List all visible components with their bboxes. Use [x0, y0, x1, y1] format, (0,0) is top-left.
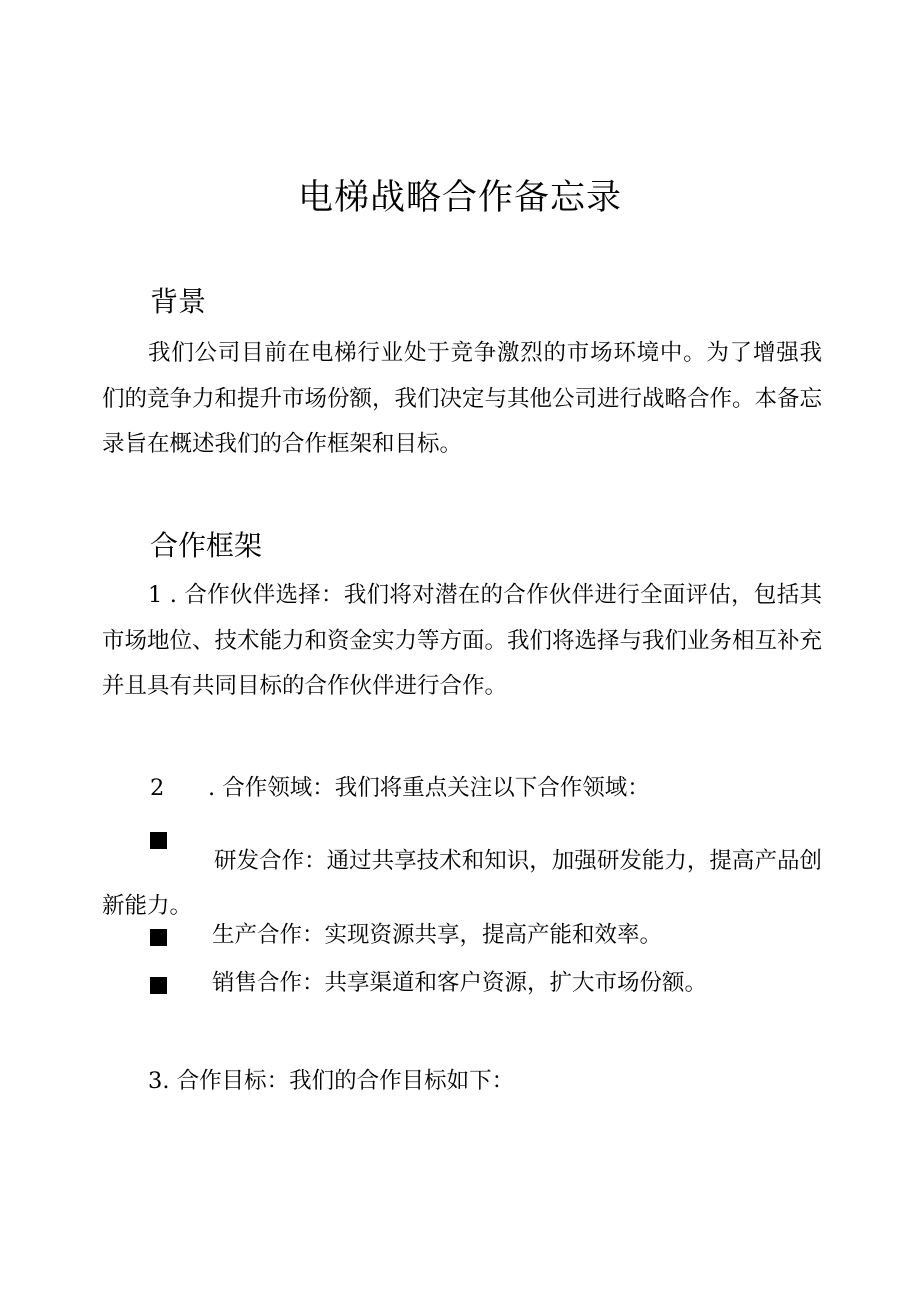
- square-bullet-icon: [150, 977, 167, 994]
- framework-item-1: 1 . 合作伙伴选择：我们将对潜在的合作伙伴进行全面评估，包括其市场地位、技术能力和资金实力等方面。我们将选择与我们业务相互补充并且具有共同目标的合作伙伴进行合作。: [102, 582, 823, 699]
- item-2-text: . 合作领域：我们将重点关注以下合作领域：: [208, 775, 650, 801]
- bullet-text: 生产合作：实现资源共享，提高产能和效率。: [212, 922, 663, 948]
- document-title: 电梯战略合作备忘录: [297, 178, 622, 218]
- bullet-text: 研发合作：通过共享技术和知识，加强研发能力，提高产品创新能力。: [102, 847, 822, 919]
- section-heading-background: 背景: [150, 285, 207, 318]
- bullet-item-rd: [102, 822, 822, 919]
- framework-item-3: [102, 1065, 822, 1097]
- framework-item-2: [102, 772, 822, 804]
- section-heading-framework: 合作框架: [150, 529, 263, 562]
- bullet-item-sales: [102, 967, 822, 999]
- item-number: 2: [150, 775, 165, 801]
- bullet-item-production: [102, 919, 822, 951]
- bullet-text: 销售合作：共享渠道和客户资源，扩大市场份额。: [212, 970, 708, 996]
- background-paragraph: 我们公司目前在电梯行业处于竞争激烈的市场环境中。为了增强我们的竞争力和提升市场份额，我们决定与其他公司进行战略合作。本备忘录旨在概述我们的合作框架和目标。: [102, 340, 823, 457]
- item-3-text: 3. 合作目标：我们的合作目标如下：: [148, 1068, 515, 1094]
- square-bullet-icon: [150, 929, 167, 946]
